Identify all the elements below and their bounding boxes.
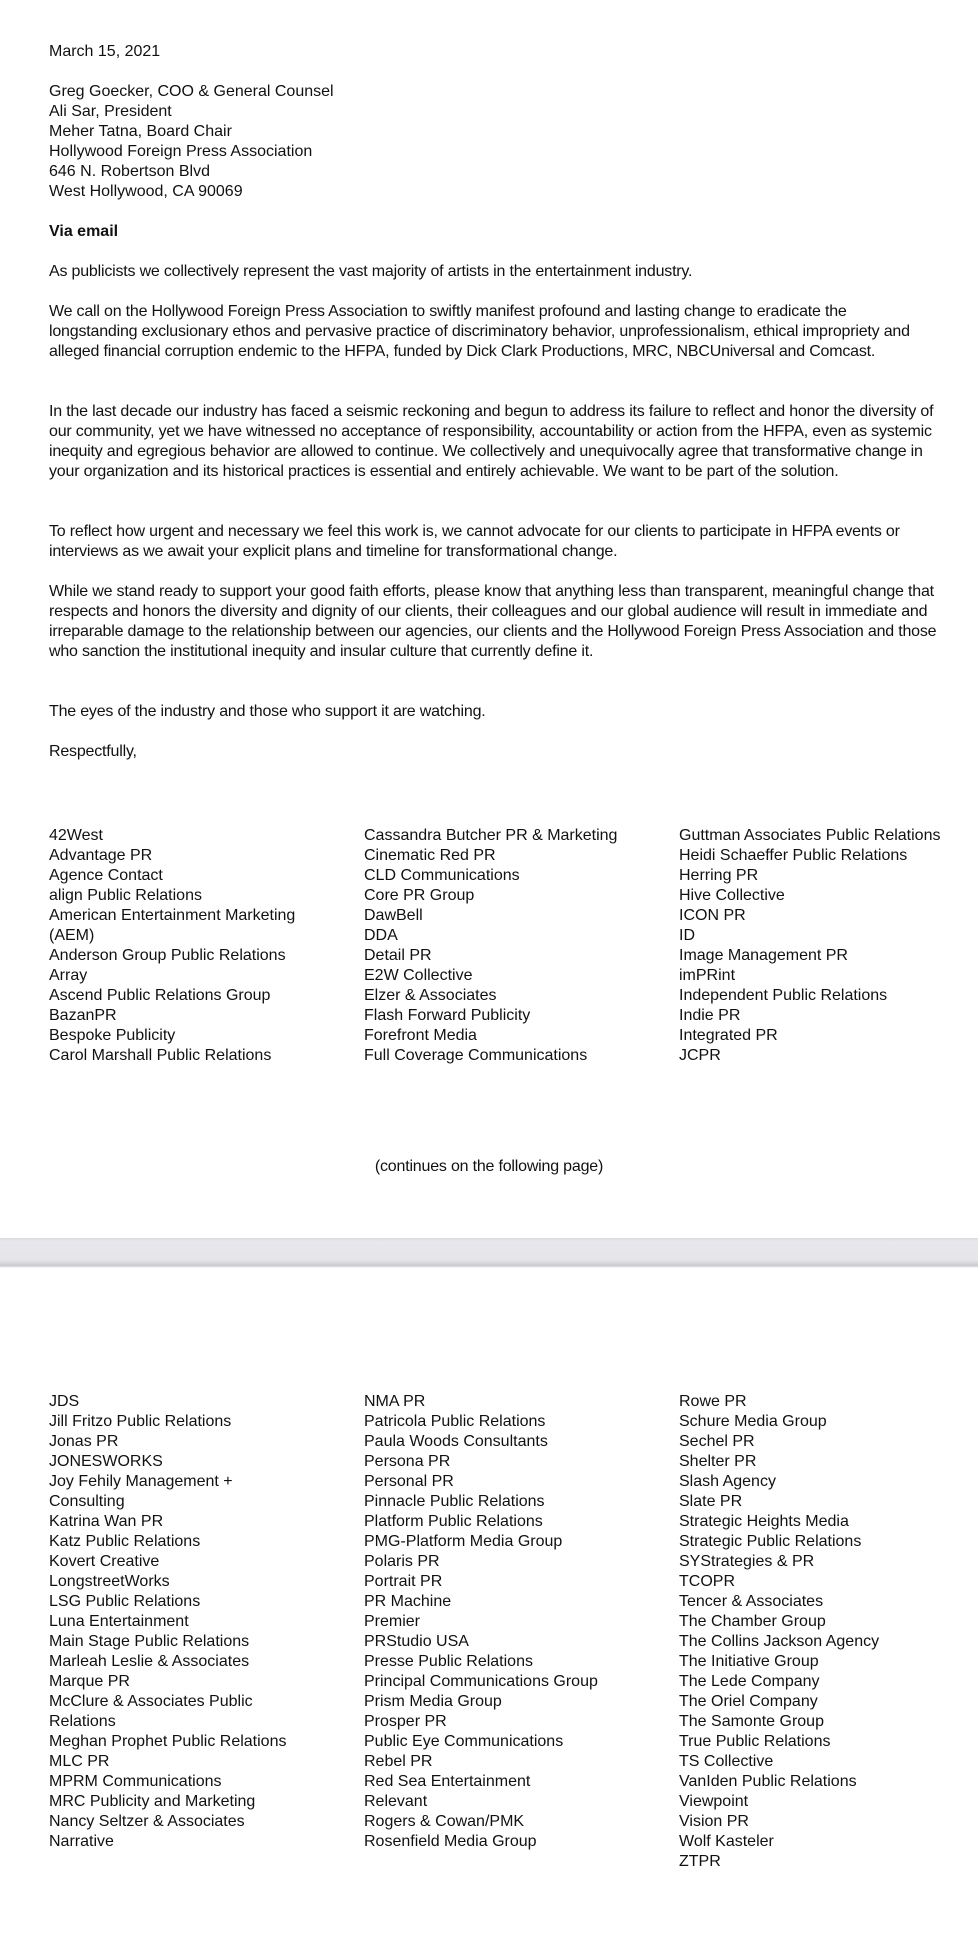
signatory-agency: 42West xyxy=(49,827,103,844)
signatory-agency: TCOPR xyxy=(679,1573,735,1590)
delivery-text: Via email xyxy=(49,223,119,240)
signatory-agency: The Samonte Group xyxy=(679,1713,824,1730)
signatory-agency: Jill Fritzo Public Relations xyxy=(49,1413,232,1430)
signatory-agency: JCPR xyxy=(679,1047,721,1064)
signatory-agency: PR Machine xyxy=(364,1593,452,1610)
signatory-agency: Nancy Seltzer & Associates xyxy=(49,1813,245,1830)
signatory-agency: MPRM Communications xyxy=(49,1773,222,1790)
signatory-agency: Hive Collective xyxy=(679,887,785,904)
signatory-agency: Cinematic Red PR xyxy=(364,847,496,864)
signatory-agency: Full Coverage Communications xyxy=(364,1047,588,1064)
signatory-agency: ZTPR xyxy=(679,1853,721,1870)
recipient-line: Hollywood Foreign Press Association xyxy=(49,143,313,160)
body-paragraph-5: While we stand ready to support your good faith efforts, please know that anything less than transparent, meaningful change that respects and honors the diversity and dignity of our clients, their colleagues and our global audience will result in immediate and irreparable damage to the relationship between our agencies, our clients and the Hollywood Foreign Press Association and those who sanction the institutional inequity and insular culture that currently define it. xyxy=(49,583,937,660)
signatory-column-1 xyxy=(49,1392,294,1852)
signatory-agency: BazanPR xyxy=(49,1007,117,1024)
signatory-agency: Tencer & Associates xyxy=(679,1593,824,1610)
signatory-agency: Relevant xyxy=(364,1793,428,1810)
signatory-agency: Anderson Group Public Relations xyxy=(49,947,286,964)
signatory-agency: Detail PR xyxy=(364,947,432,964)
signatory-agency: Indie PR xyxy=(679,1007,741,1024)
signatory-agency: The Chamber Group xyxy=(679,1613,826,1630)
signatory-agency: Strategic Public Relations xyxy=(679,1533,862,1550)
signatory-agency: Core PR Group xyxy=(364,887,475,904)
signatory-agency: Vision PR xyxy=(679,1813,749,1830)
signatory-agency: Viewpoint xyxy=(679,1793,749,1810)
signatory-agency: Main Stage Public Relations xyxy=(49,1633,250,1650)
signatory-agency: align Public Relations xyxy=(49,887,202,904)
signatory-agency: VanIden Public Relations xyxy=(679,1773,857,1790)
page-separator xyxy=(0,1238,978,1268)
signatory-agency: Kovert Creative xyxy=(49,1553,160,1570)
signatory-agency: MRC Publicity and Marketing xyxy=(49,1793,256,1810)
signatory-agency: Wolf Kasteler xyxy=(679,1833,774,1850)
signatory-agency: Elzer & Associates xyxy=(364,987,497,1004)
signatory-agency: Public Eye Communications xyxy=(364,1733,564,1750)
signatory-agency: Jonas PR xyxy=(49,1433,119,1450)
signatory-agency: Slate PR xyxy=(679,1493,743,1510)
signatory-agency: Marque PR xyxy=(49,1673,130,1690)
signatory-agency: Bespoke Publicity xyxy=(49,1027,176,1044)
signatory-agency: Paula Woods Consultants xyxy=(364,1433,548,1450)
body-paragraph-2: We call on the Hollywood Foreign Press Association to swiftly manifest profound and lasting change to eradicate the longstanding exclusionary ethos and pervasive practice of discriminatory behavior, unprofessionalism, ethical impropriety and alleged financial corruption endemic to the HFPA, funded by Dick Clark Productions, MRC, NBCUniversal and Comcast. xyxy=(49,303,910,360)
signatory-agency: Presse Public Relations xyxy=(364,1653,533,1670)
signatory-agency: Prism Media Group xyxy=(364,1693,502,1710)
signatory-agency: Narrative xyxy=(49,1833,114,1850)
signatory-agency: Array xyxy=(49,967,88,984)
date-text: March 15, 2021 xyxy=(49,43,161,60)
signatory-agency: JDS xyxy=(49,1393,80,1410)
signatory-agency: Rebel PR xyxy=(364,1753,433,1770)
signatory-agency: Forefront Media xyxy=(364,1027,477,1044)
signatory-agency: American Entertainment Marketing (AEM) xyxy=(49,907,296,944)
closing: Respectfully, xyxy=(49,743,137,760)
signatory-agency: ID xyxy=(679,927,695,944)
signatory-agency: Herring PR xyxy=(679,867,759,884)
signatory-agency: Rosenfield Media Group xyxy=(364,1833,537,1850)
recipient-line: Greg Goecker, COO & General Counsel xyxy=(49,83,334,100)
signatory-agency: PMG-Platform Media Group xyxy=(364,1533,563,1550)
recipient-line: Ali Sar, President xyxy=(49,103,172,120)
signatory-agency: Premier xyxy=(364,1613,421,1630)
signatory-agency: Personal PR xyxy=(364,1473,454,1490)
body-paragraph-1: As publicists we collectively represent the vast majority of artists in the entertainment industry. xyxy=(49,263,693,280)
signatory-agency: Shelter PR xyxy=(679,1453,757,1470)
signatory-agency: Strategic Heights Media xyxy=(679,1513,849,1530)
signatory-agency: LongstreetWorks xyxy=(49,1573,170,1590)
signatory-column-2 xyxy=(364,1392,609,1852)
signatory-agency: Integrated PR xyxy=(679,1027,778,1044)
signatory-agency: Sechel PR xyxy=(679,1433,755,1450)
signatory-agency: The Lede Company xyxy=(679,1673,820,1690)
recipient-address-block xyxy=(49,82,949,202)
signatory-agency: Polaris PR xyxy=(364,1553,440,1570)
signatory-agency: Schure Media Group xyxy=(679,1413,827,1430)
letter-date xyxy=(49,42,949,62)
signatory-column-3 xyxy=(679,826,949,1066)
signatory-column-1 xyxy=(49,826,319,1066)
delivery-method xyxy=(49,222,949,242)
recipient-line: 646 N. Robertson Blvd xyxy=(49,163,210,180)
signatory-agency: Independent Public Relations xyxy=(679,987,888,1004)
signatory-agency: Luna Entertainment xyxy=(49,1613,189,1630)
signatory-agency: NMA PR xyxy=(364,1393,426,1410)
signatory-agency: E2W Collective xyxy=(364,967,473,984)
signatory-agency: Meghan Prophet Public Relations xyxy=(49,1733,287,1750)
document-page-2 xyxy=(0,1268,978,1940)
signatory-agency: Marleah Leslie & Associates xyxy=(49,1653,250,1670)
signatory-agency: Heidi Schaeffer Public Relations xyxy=(679,847,908,864)
signatory-agency: McClure & Associates Public Relations xyxy=(49,1693,253,1730)
body-paragraph-3: In the last decade our industry has faced a seismic reckoning and begun to address its failure to reflect and honor the diversity of our community, yet we have witnessed no acceptance of responsibility, accountability or action from the HFPA, even as systemic inequity and egregious behavior are allowed to continue. We collectively and unequivocally agree that transformative change in your organization and its historical practices is essential and entirely achievable. We want to be part of the solution. xyxy=(49,403,934,480)
signatory-agency: Flash Forward Publicity xyxy=(364,1007,531,1024)
signatory-agency: The Oriel Company xyxy=(679,1693,818,1710)
signatory-agency: PRStudio USA xyxy=(364,1633,469,1650)
signatory-column-3 xyxy=(679,1392,949,1872)
signatory-agency: Red Sea Entertainment xyxy=(364,1773,531,1790)
signatory-agency: ICON PR xyxy=(679,907,746,924)
signatory-agency: Cassandra Butcher PR & Marketing xyxy=(364,827,618,844)
signatory-agency: Rowe PR xyxy=(679,1393,747,1410)
signatory-agency: Principal Communications Group xyxy=(364,1673,598,1690)
signatory-agency: Portrait PR xyxy=(364,1573,443,1590)
signatory-agency: Patricola Public Relations xyxy=(364,1413,546,1430)
signatory-agency: SYStrategies & PR xyxy=(679,1553,815,1570)
signatory-agency: Slash Agency xyxy=(679,1473,776,1490)
signatory-agency: Agence Contact xyxy=(49,867,163,884)
signatory-agency: The Initiative Group xyxy=(679,1653,819,1670)
signatory-agency: CLD Communications xyxy=(364,867,520,884)
signatory-agency: Platform Public Relations xyxy=(364,1513,543,1530)
signatory-agency: Persona PR xyxy=(364,1453,451,1470)
continues-note: (continues on the following page) xyxy=(374,1158,604,1175)
signatory-agency: Pinnacle Public Relations xyxy=(364,1493,545,1510)
signatory-agency: Ascend Public Relations Group xyxy=(49,987,271,1004)
signatory-agency: Carol Marshall Public Relations xyxy=(49,1047,272,1064)
signatory-agency: DDA xyxy=(364,927,398,944)
recipient-line: Meher Tatna, Board Chair xyxy=(49,123,232,140)
signatory-agency: imPRint xyxy=(679,967,736,984)
signatory-agency: Katrina Wan PR xyxy=(49,1513,164,1530)
signatory-agency: The Collins Jackson Agency xyxy=(679,1633,880,1650)
signatory-agency: TS Collective xyxy=(679,1753,774,1770)
signatory-agency: LSG Public Relations xyxy=(49,1593,201,1610)
recipient-line: West Hollywood, CA 90069 xyxy=(49,183,243,200)
signatory-agency: Prosper PR xyxy=(364,1713,447,1730)
signatory-agency: Katz Public Relations xyxy=(49,1533,201,1550)
body-paragraph-4: To reflect how urgent and necessary we feel this work is, we cannot advocate for our clients to participate in HFPA events or interviews as we await your explicit plans and timeline for transformational change. xyxy=(49,523,900,560)
signatory-agency: Rogers & Cowan/PMK xyxy=(364,1813,525,1830)
body-paragraph-6: The eyes of the industry and those who support it are watching. xyxy=(49,703,486,720)
signatory-agency: MLC PR xyxy=(49,1753,110,1770)
signatory-agency: True Public Relations xyxy=(679,1733,831,1750)
signatory-agency: DawBell xyxy=(364,907,423,924)
signatory-column-2 xyxy=(364,826,624,1066)
signatory-agency: Joy Fehily Management + Consulting xyxy=(49,1473,233,1510)
signatory-agency: Guttman Associates Public Relations xyxy=(679,827,941,844)
signatory-agency: Image Management PR xyxy=(679,947,848,964)
signatory-agency: JONESWORKS xyxy=(49,1453,163,1470)
signatory-agency: Advantage PR xyxy=(49,847,153,864)
